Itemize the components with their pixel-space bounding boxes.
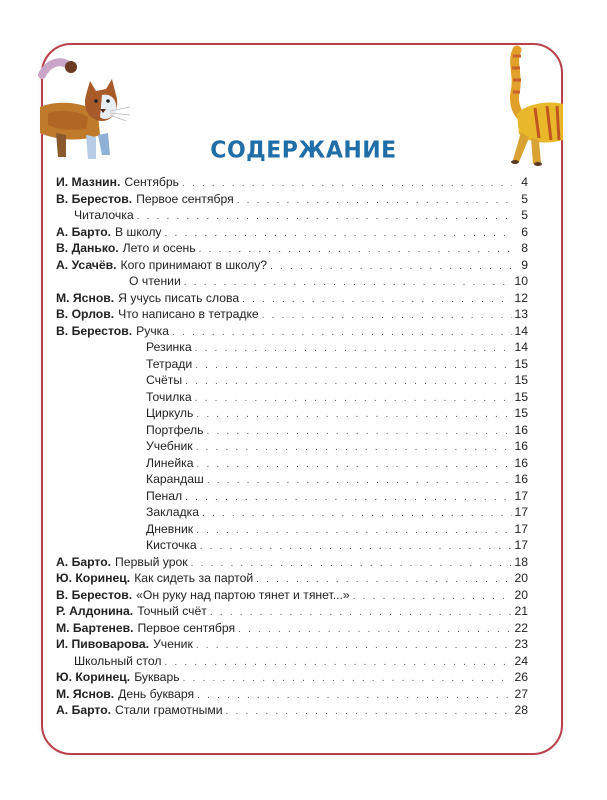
toc-work-title: Циркуль [146, 406, 194, 420]
toc-page-number: 16 [514, 455, 528, 470]
toc-work-title: Точный счёт [137, 604, 207, 618]
toc-dot-leader [210, 605, 512, 622]
toc-work-title: Ручка [136, 323, 170, 338]
toc-entry[interactable] [56, 422, 528, 439]
toc-page-number: 15 [514, 373, 528, 387]
toc-work-title: Стали грамотными [115, 703, 223, 717]
toc-work-title: «Он руку над партою тянет и тянет...» [136, 587, 350, 602]
toc-dot-leader [196, 638, 512, 655]
toc-author: В. Орлов. [56, 307, 115, 321]
toc-page-number: 14 [514, 323, 528, 338]
toc-page-number: 28 [514, 703, 528, 717]
toc-dot-leader [185, 374, 512, 391]
toc-work-title: Дневник [146, 521, 194, 536]
toc-author: А. Барто. [56, 703, 112, 717]
toc-dot-leader [207, 424, 513, 441]
toc-dot-leader [207, 473, 512, 490]
toc-page-number: 23 [514, 637, 528, 651]
toc-dot-leader [195, 391, 512, 408]
toc-entry[interactable] [56, 587, 528, 604]
toc-work-title: Линейка [146, 455, 194, 470]
toc-entry[interactable] [56, 504, 528, 521]
toc-author: В. Данько. [56, 241, 119, 255]
toc-author: Р. Алдонина. [56, 604, 134, 618]
toc-page-number: 9 [521, 257, 528, 272]
toc-author: М. Яснов. [56, 290, 115, 305]
toc-entry[interactable] [56, 174, 528, 191]
toc-author: В. Берестов. [56, 323, 133, 338]
toc-entry[interactable] [56, 636, 528, 653]
toc-work-title: Первое сентября [137, 620, 236, 635]
toc-page-number: 12 [514, 290, 528, 305]
toc-entry[interactable] [56, 273, 528, 290]
toc-work-title: Кисточка [146, 538, 197, 552]
toc-dot-leader [262, 308, 512, 325]
toc-work-title: Портфель [146, 422, 204, 437]
toc-entry[interactable] [56, 224, 528, 241]
toc-dot-leader [165, 226, 512, 243]
toc-author: Ю. Коринец. [56, 670, 131, 684]
toc-work-title: День букваря [118, 686, 195, 701]
toc-author: В. Берестов. [56, 191, 133, 206]
toc-work-title: Букварь [134, 670, 180, 684]
toc-work-title: Точилка [146, 389, 192, 404]
toc-work-title: Школьный стол [74, 653, 162, 668]
toc-page-number: 17 [514, 505, 528, 519]
toc-page-number: 18 [514, 554, 528, 569]
toc-entry[interactable] [56, 603, 528, 620]
toc-page-number: 10 [514, 274, 528, 288]
toc-dot-leader [197, 457, 512, 474]
toc-entry[interactable] [56, 471, 528, 488]
toc-dot-leader [202, 506, 512, 523]
toc-page-number: 5 [521, 191, 528, 206]
toc-entry[interactable] [56, 207, 528, 224]
toc-author: И. Пивоварова. [56, 637, 150, 651]
toc-page-number: 27 [514, 686, 528, 701]
toc-dot-leader [270, 259, 512, 276]
toc-page-number: 21 [514, 604, 528, 618]
table-of-contents [56, 174, 528, 719]
toc-dot-leader [237, 193, 512, 210]
toc-entry[interactable] [56, 438, 528, 455]
toc-page-number: 6 [521, 224, 528, 239]
toc-dot-leader [183, 671, 512, 688]
toc-dot-leader [172, 325, 512, 342]
toc-work-title: Сентябрь [124, 175, 180, 189]
toc-page-number: 16 [514, 472, 528, 486]
toc-author: И. Мазнин. [56, 175, 121, 189]
toc-work-title: Ученик [153, 637, 193, 651]
toc-work-title: Пенал [146, 488, 183, 503]
toc-entry[interactable] [56, 702, 528, 719]
toc-dot-leader [137, 209, 512, 226]
toc-author: М. Бартенев. [56, 620, 134, 635]
toc-work-title: Карандаш [146, 472, 204, 486]
toc-page-number: 20 [514, 587, 528, 602]
toc-entry[interactable] [56, 356, 528, 373]
toc-dot-leader [195, 341, 512, 358]
toc-entry[interactable] [56, 191, 528, 208]
toc-page-number: 13 [514, 307, 528, 321]
toc-author: М. Яснов. [56, 686, 115, 701]
toc-page-number: 22 [514, 620, 528, 635]
toc-work-title: Резинка [146, 340, 192, 354]
toc-work-title: Счёты [146, 373, 183, 387]
toc-page-number: 5 [521, 208, 528, 222]
toc-work-title: Учебник [146, 439, 193, 453]
toc-page-number: 4 [521, 175, 528, 189]
toc-entry[interactable] [56, 488, 528, 505]
toc-page-number: 24 [514, 653, 528, 668]
toc-work-title: Я учусь писать слова [118, 290, 240, 305]
toc-entry[interactable] [56, 620, 528, 637]
toc-author: А. Барто. [56, 554, 112, 569]
toc-entry[interactable] [56, 653, 528, 670]
toc-dot-leader [197, 688, 512, 705]
toc-dot-leader [353, 589, 512, 606]
toc-dot-leader [195, 358, 512, 375]
toc-author: А. Барто. [56, 224, 112, 239]
toc-page-number: 17 [514, 488, 528, 503]
toc-entry[interactable] [56, 455, 528, 472]
toc-page-number: 14 [514, 340, 528, 354]
toc-work-title: Закладка [146, 505, 199, 519]
toc-page-number: 20 [514, 571, 528, 585]
toc-dot-leader [226, 704, 512, 721]
toc-dot-leader [164, 655, 512, 672]
toc-page-number: 17 [514, 521, 528, 536]
toc-page-number: 16 [514, 439, 528, 453]
toc-work-title: Как сидеть за партой [134, 571, 254, 585]
toc-entry[interactable] [56, 521, 528, 538]
toc-page-number: 26 [514, 670, 528, 684]
page-title: СОДЕРЖАНИЕ [210, 137, 397, 164]
toc-page-number: 15 [514, 406, 528, 420]
toc-page-number: 8 [521, 241, 528, 255]
toc-entry[interactable] [56, 339, 528, 356]
toc-entry[interactable] [56, 537, 528, 554]
toc-work-title: Первое сентября [136, 191, 234, 206]
toc-page-number: 15 [514, 356, 528, 371]
toc-dot-leader [196, 440, 512, 457]
toc-entry[interactable] [56, 306, 528, 323]
toc-entry[interactable] [56, 570, 528, 587]
toc-entry[interactable] [56, 389, 528, 406]
toc-page-number: 16 [514, 422, 528, 437]
toc-entry[interactable] [56, 372, 528, 389]
toc-dot-leader [242, 292, 512, 309]
toc-page-number: 17 [514, 538, 528, 552]
toc-author: Ю. Коринец. [56, 571, 131, 585]
toc-work-title: Кого принимают в школу? [120, 257, 268, 272]
toc-entry[interactable] [56, 405, 528, 422]
toc-work-title: Что написано в тетрадке [118, 307, 259, 321]
toc-entry[interactable] [56, 554, 528, 571]
toc-dot-leader [238, 622, 512, 639]
toc-entry[interactable] [56, 686, 528, 703]
toc-dot-leader [196, 523, 512, 540]
toc-entry[interactable] [56, 240, 528, 257]
toc-author: В. Берестов. [56, 587, 133, 602]
toc-dot-leader [200, 539, 512, 556]
toc-work-title: О чтении [129, 274, 181, 288]
toc-entry[interactable] [56, 669, 528, 686]
toc-work-title: Лето и осень [122, 241, 196, 255]
toc-entry[interactable] [56, 323, 528, 340]
toc-work-title: Тетради [146, 356, 193, 371]
toc-work-title: Читалочка [74, 208, 134, 222]
toc-work-title: Первый урок [115, 554, 188, 569]
toc-author: А. Усачёв. [56, 257, 117, 272]
toc-entry[interactable] [56, 257, 528, 274]
toc-entry[interactable] [56, 290, 528, 307]
toc-work-title: В школу [115, 224, 162, 239]
toc-page-number: 15 [514, 389, 528, 404]
toc-dot-leader [196, 407, 512, 424]
toc-dot-leader [185, 490, 512, 507]
